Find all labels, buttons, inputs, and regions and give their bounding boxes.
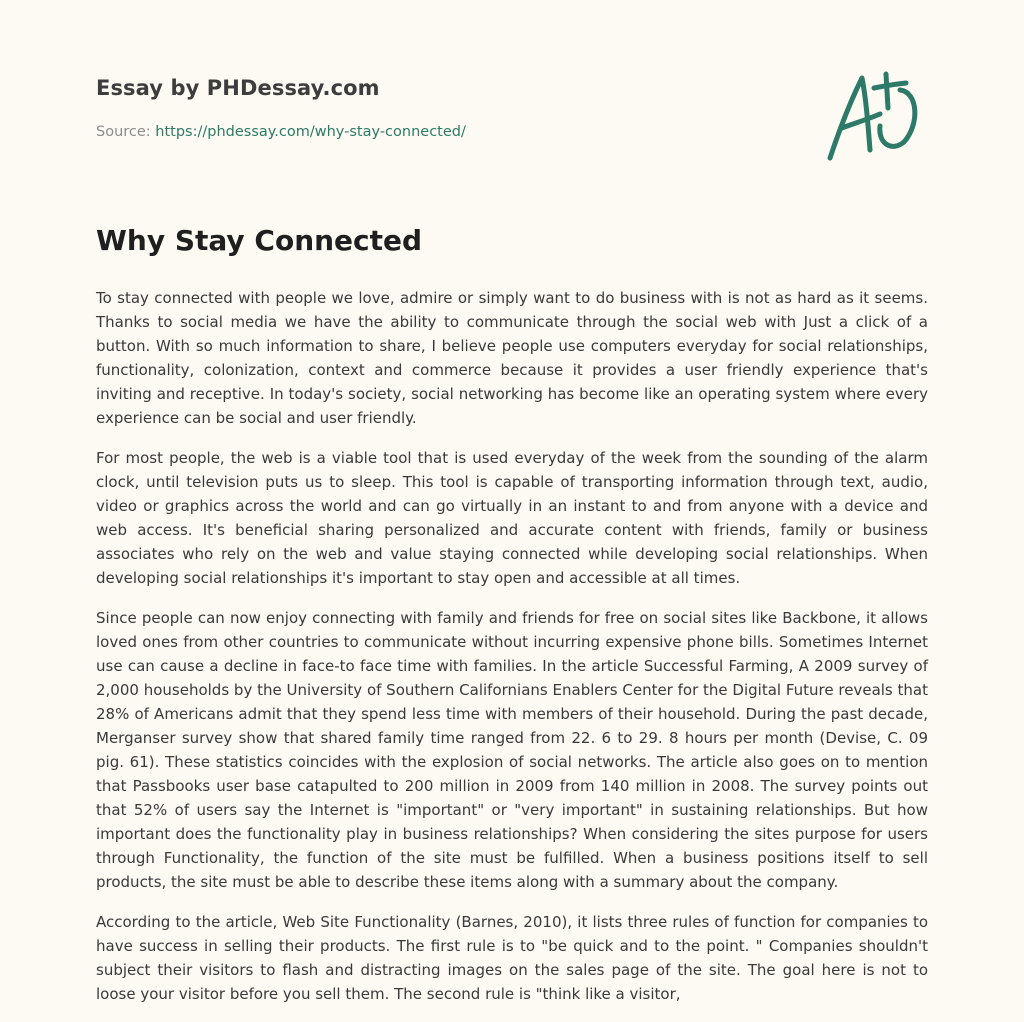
source-label: Source:: [96, 124, 151, 140]
site-brand: Essay by PHDessay.com: [96, 76, 380, 100]
essay-body: [96, 286, 928, 1022]
source-line: [96, 124, 466, 140]
essay-paragraph: To stay connected with people we love, admire or simply want to do business with is not as hard as it seems. Thanks to social media we have the ability to communicate through the social web with Just a click of a button. With so much information to share, I believe people use computers everyday for social relationships, functionality, colonization, context and commerce because it provides a user friendly experience that's inviting and receptive. In today's society, social networking has become like an operating system where every experience can be social and user friendly.: [96, 289, 928, 427]
essay-paragraph: According to the article, Web Site Functionality (Barnes, 2010), it lists three rules of function for companies to have success in selling their products. The first rule is to "be quick and to the point. " Companies shouldn't subject their visitors to flash and distracting images on the sales page of the site. The goal here is not to loose your visitor before you sell them. The second rule is "think like a visitor,: [96, 913, 928, 1003]
a-plus-grade-icon: [822, 66, 932, 166]
essay-paragraph: Since people can now enjoy connecting with family and friends for free on social sites like Backbone, it allows loved ones from other countries to communicate without incurring expensive phone bills. Sometimes Internet use can cause a decline in face-to face time with families. In the article Successful Farming, A 2009 survey of 2,000 households by the University of Southern Californians Enablers Center for the Digital Future reveals that 28% of Americans admit that they spend less time with members of their household. During the past decade, Merganser survey show that shared family time ranged from 22. 6 to 29. 8 hours per month (Devise, C. 09 pig. 61). These statistics coincides with the explosion of social networks. The article also goes on to mention that Passbooks user base catapulted to 200 million in 2009 from 140 million in 2008. The survey points out that 52% of users say the Internet is "important" or "very important" in sustaining relationships. But how important does the functionality play in business relationships? When considering the sites purpose for users through Functionality, the function of the site must be fulfilled. When a business positions itself to sell products, the site must be able to describe these items along with a summary about the company.: [96, 609, 928, 891]
source-link[interactable]: https://phdessay.com/why-stay-connected/: [155, 124, 466, 140]
essay-title: Why Stay Connected: [96, 224, 423, 257]
essay-paragraph: For most people, the web is a viable tool that is used everyday of the week from the sounding of the alarm clock, until television puts us to sleep. This tool is capable of transporting information through text, audio, video or graphics across the world and can go virtually in an instant to and from anyone with a device and web access. It's beneficial sharing personalized and accurate content with friends, family or business associates who rely on the web and value staying connected while developing social relationships. When developing social relationships it's important to stay open and accessible at all times.: [96, 449, 928, 587]
